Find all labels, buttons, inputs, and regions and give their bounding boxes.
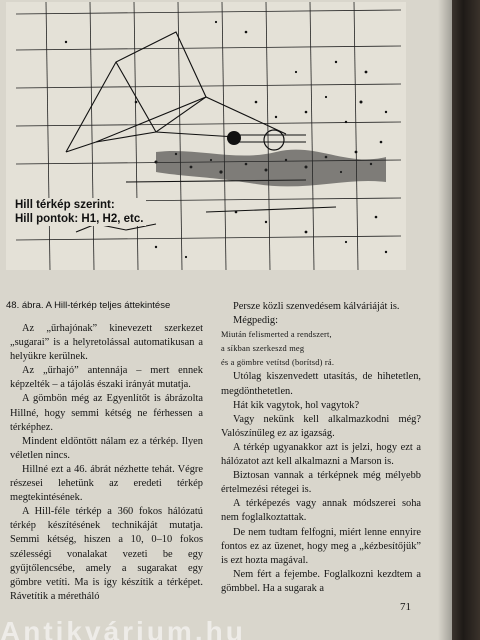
paragraph: Mégpedig: xyxy=(233,315,279,327)
paragraph: Hillné ezt a 46. ábrát nézhette tehát. Végre részesei lehetünk az eredeti térkép megtekintésének. xyxy=(10,463,203,504)
book-spine xyxy=(452,0,480,640)
paragraph: Utólag kiszenvedett utasítás, de hihetetlen, megdönthetetlen. xyxy=(221,371,421,397)
hill-map-figure xyxy=(6,2,406,270)
paragraph: Biztosan vannak a térképnek még mélyebb értelmezési rétegei is. xyxy=(221,470,421,496)
paragraph: Vagy nekünk kell alkalmazkodni még? Valószínűleg ez az igazság. xyxy=(221,413,421,439)
map-legend-line: Hill pontok: H1, H2, etc. xyxy=(15,213,144,225)
small-caps-line: és a gömbre vetítsd (borítsd) rá. xyxy=(221,358,335,368)
text-column-right xyxy=(221,300,421,596)
watermark: Antikvárium.hu xyxy=(0,616,246,640)
paragraph: A térkép ugyanakkor azt is jelzi, hogy ezt a hálózatot azt kell alkalmazni a Marson is. xyxy=(221,441,421,468)
paragraph: A térképezés vagy annak módszerei soha nem foglalkoztattak. xyxy=(221,498,421,524)
page-number: 71 xyxy=(400,601,411,613)
map-legend-line: Hill térkép szerint: xyxy=(15,199,115,211)
map-grid-illustration xyxy=(6,2,406,270)
paragraph: Hát kik vagytok, hol vagytok? xyxy=(233,399,360,411)
paragraph: Nem fért a fejembe. Foglalkozni kezdtem a gömbbel. Ha a sugarak a xyxy=(221,568,421,594)
figure-caption: 48. ábra. A Hill-térkép teljes áttekintése xyxy=(6,300,171,311)
text-column-left xyxy=(10,322,203,604)
paragraph: A gömbön még az Egyenlítőt is ábrázolta Hillné, hogy semmi kétség ne férhessen a térképhez. xyxy=(10,393,203,433)
small-caps-line: a síkban szerkeszd meg xyxy=(221,344,305,354)
paragraph: Persze közli szenvedésem kálváriáját is. xyxy=(233,301,400,312)
map-legend xyxy=(12,198,146,226)
paragraph: Az „űrhajónak” kinevezett szerkezet „sugarai” is a helyretolással automatikusan a helyükre kerülnek. xyxy=(10,323,203,363)
paragraph: De nem tudtam felfogni, miért lenne ennyire fontos ez az üzenet, hogy meg a „kézbesítőjük” is ezt hozta magával. xyxy=(221,526,421,566)
small-caps-line: Miután felismerted a rendszert, xyxy=(221,330,332,340)
paragraph: Mindent eldöntött nálam ez a térkép. Ilyen véletlen nincs. xyxy=(10,435,203,461)
paragraph: A Hill-féle térkép a 360 fokos hálózatú térkép készítésének technikáját mutatja. Semmi kétség, hiszen a 10, 0–10 fokos szélességi vonalakat vezeti be egy gyűjtőlencsébe, amely a sugarakat egy gömbre vetíti. Ma is így készítik a térképet. Rávetítik a méretháló xyxy=(10,506,203,602)
paragraph: Az „űrhajó” antennája – mert ennek képzelték – a tájolás északi irányát mutatja. xyxy=(10,365,203,391)
